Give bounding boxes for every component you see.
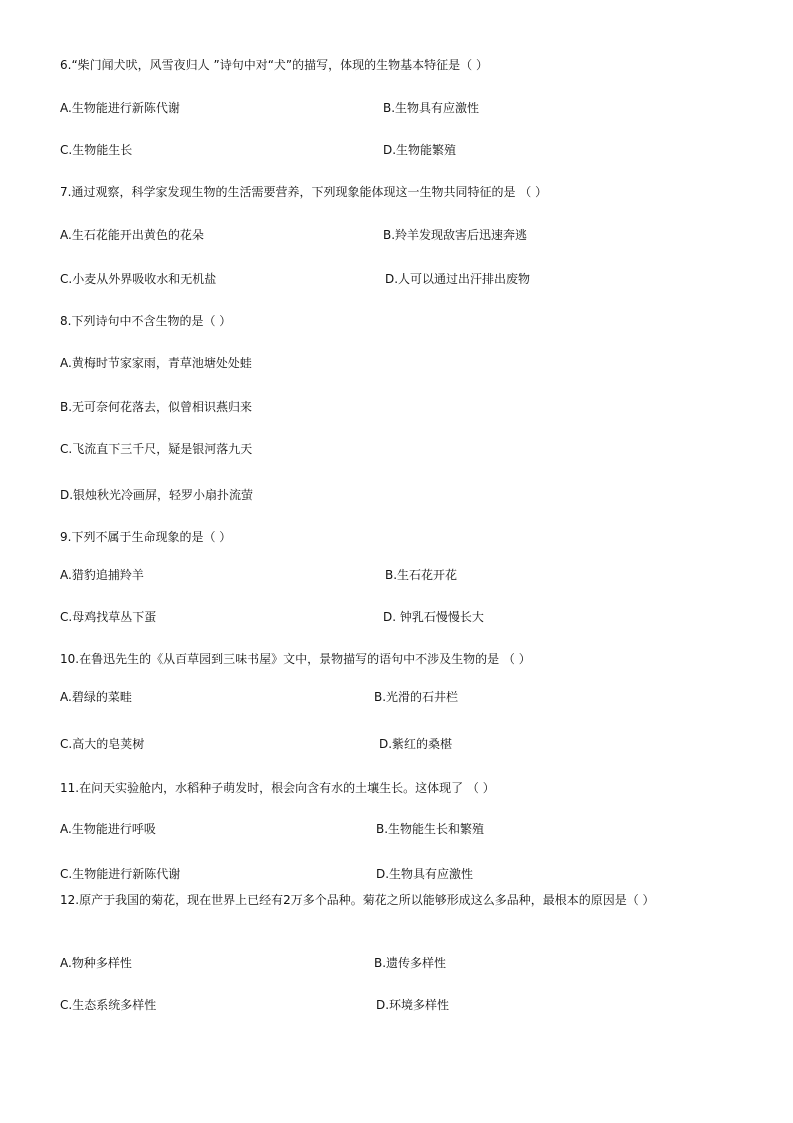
question-12-option-c: C.生态系统多样性 bbox=[60, 998, 157, 1012]
question-7-stem: 7.通过观察，科学家发现生物的生活需要营养，下列现象能体现这一生物共同特征的是 （ ） bbox=[60, 185, 548, 199]
question-10-option-b: B.光滑的石井栏 bbox=[374, 690, 459, 704]
question-8-option-d: D.银烛秋光冷画屏，轻罗小扇扑流萤 bbox=[60, 488, 254, 502]
question-11-option-c: C.生物能进行新陈代谢 bbox=[60, 867, 181, 881]
question-11-option-d: D.生物具有应激性 bbox=[376, 867, 474, 881]
question-12-option-d: D.环境多样性 bbox=[376, 998, 450, 1012]
question-12-option-b: B.遗传多样性 bbox=[374, 956, 447, 970]
question-10-option-a: A.碧绿的菜畦 bbox=[60, 690, 132, 704]
question-8-option-b: B.无可奈何花落去，似曾相识燕归来 bbox=[60, 400, 253, 414]
question-6-stem: 6.“柴门闻犬吠，风雪夜归人 ”诗句中对“犬”的描写，体现的生物基本特征是（ ） bbox=[60, 58, 488, 72]
question-9-option-c: C.母鸡找草丛下蛋 bbox=[60, 610, 157, 624]
question-11-option-b: B.生物能生长和繁殖 bbox=[376, 822, 485, 836]
question-7-option-a: A.生石花能开出黄色的花朵 bbox=[60, 228, 204, 242]
question-8-option-a: A.黄梅时节家家雨，青草池塘处处蛙 bbox=[60, 356, 252, 370]
question-7-option-c: C.小麦从外界吸收水和无机盐 bbox=[60, 272, 217, 286]
question-6-option-b: B.生物具有应激性 bbox=[383, 101, 480, 115]
question-9-option-a: A.猎豹追捕羚羊 bbox=[60, 568, 144, 582]
question-7-option-d: D.人可以通过出汗排出废物 bbox=[385, 272, 531, 286]
question-8-stem: 8.下列诗句中不含生物的是（ ） bbox=[60, 314, 232, 328]
question-8-option-c: C.飞流直下三千尺，疑是银河落九天 bbox=[60, 442, 253, 456]
question-10-stem: 10.在鲁迅先生的《从百草园到三味书屋》文中，景物描写的语句中不涉及生物的是 （ ） bbox=[60, 652, 531, 666]
question-9-option-b: B.生石花开花 bbox=[385, 568, 458, 582]
question-10-option-d: D.紫红的桑椹 bbox=[379, 737, 453, 751]
question-11-option-a: A.生物能进行呼吸 bbox=[60, 822, 156, 836]
question-7-option-b: B.羚羊发现敌害后迅速奔逃 bbox=[383, 228, 528, 242]
question-11-stem: 11.在问天实验舱内，水稻种子萌发时，根会向含有水的土壤生长。这体现了 （ ） bbox=[60, 781, 495, 795]
question-12-stem: 12.原产于我国的菊花，现在世界上已经有2万多个品种。菊花之所以能够形成这么多品种，最根本的原因是（ ） bbox=[60, 893, 655, 907]
question-6-option-c: C.生物能生长 bbox=[60, 143, 133, 157]
question-6-option-a: A.生物能进行新陈代谢 bbox=[60, 101, 180, 115]
question-6-option-d: D.生物能繁殖 bbox=[383, 143, 457, 157]
question-12-option-a: A.物种多样性 bbox=[60, 956, 132, 970]
question-9-stem: 9.下列不属于生命现象的是（ ） bbox=[60, 530, 232, 544]
question-9-option-d: D. 钟乳石慢慢长大 bbox=[383, 610, 484, 624]
question-10-option-c: C.高大的皂荚树 bbox=[60, 737, 145, 751]
